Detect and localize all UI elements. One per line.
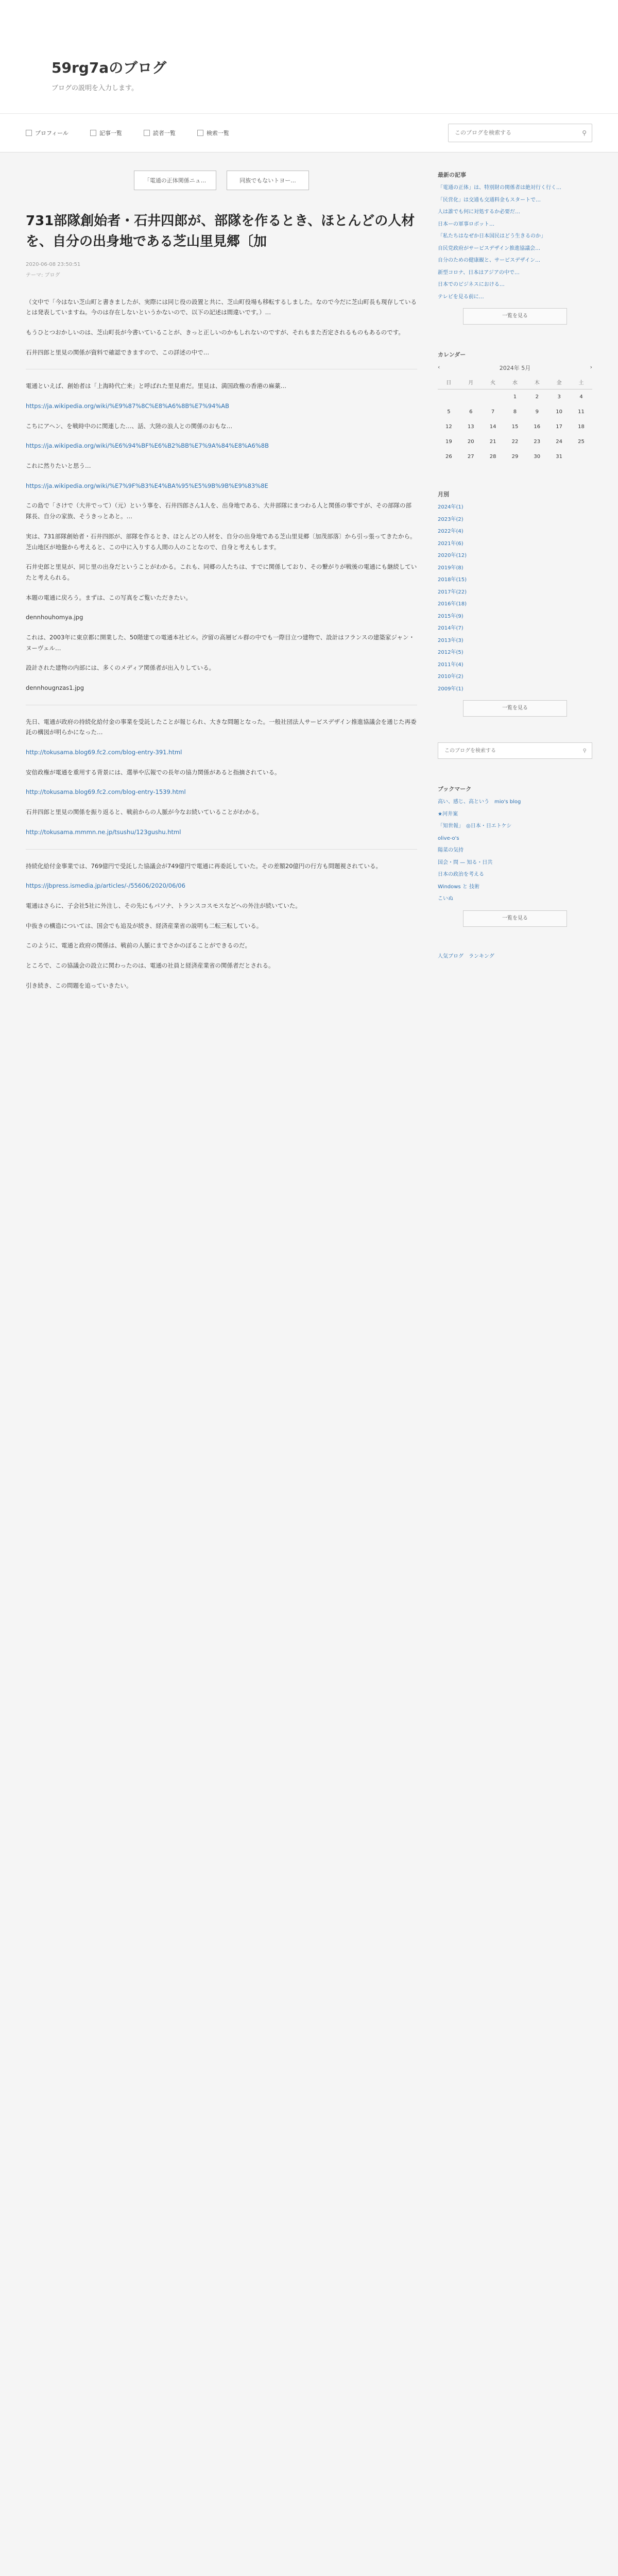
main-content [26,171,417,1000]
sidebar-search-input[interactable] [443,748,583,754]
sidebar-search-widget [438,742,592,759]
calendar-day: 8 [513,409,517,415]
body-paragraph: 石井史郎と里見が、同じ里の出身だということがわかる。これも、同郷の人たちは、すでに関係しており、その繋がりが戦後の電通にも継続していたと考えられる。 [26,563,417,581]
prev-month-arrow-icon[interactable]: ‹ [438,364,440,370]
site-description: ブログの説明を入力します。 [52,84,138,92]
calendar-day: 15 [511,424,519,430]
entry-body [26,297,417,991]
recent-entry-link[interactable]: 日本ーの軍事ロボット… [438,221,494,227]
calendar-day: 21 [489,439,496,445]
bookmark-link[interactable]: 日本の政治を考える [438,872,484,877]
calendar-day: 27 [467,454,474,460]
calendar-day: 18 [578,424,585,430]
search-list-icon [197,130,203,136]
blog-link-391[interactable]: http://tokusama.blog69.fc2.com/blog-entry-391.html [26,749,182,756]
body-paragraph: 先日、電通が政府の持続化給付金の事業を受託したことが報じられ、大きな問題となった。一般社団法人サービスデザイン推進協議会を通じた再委託の構図が明らかになった… [26,718,417,736]
calendar-day: 2 [535,394,539,400]
body-paragraph: 安倍政権が電通を重用する背景には、選挙や広報での長年の協力関係があると指摘されている。 [26,768,281,776]
blog-link-1539[interactable]: http://tokusama.blog69.fc2.com/blog-entry-1539.html [26,788,186,796]
calendar-day: 6 [469,409,473,415]
archive-more-button[interactable]: 一覧を見る [463,700,567,717]
recent-entries-widget [438,171,592,325]
recent-entry-link[interactable]: 「電通の正体」は、特別財の関係者は絶対行く行く… [438,185,561,191]
weekday-label: 火 [482,375,504,389]
calendar-day: 24 [556,439,562,445]
archive-link[interactable]: 2024年(1) [438,504,464,510]
bookmark-link[interactable]: olive-o's [438,835,459,841]
body-paragraph: 持続化給付金事業では、769億円で受託した協議会が749億円で電通に再委託していた。その差額20億円の行方も問題視されている。 [26,862,382,870]
wiki-link-ishii[interactable]: https://ja.wikipedia.org/wiki/%E7%9F%B3%E4%BA%95%E5%9B%9B%E9%83%8E [26,482,268,489]
weekday-label: 水 [504,375,526,389]
archive-link[interactable]: 2023年(2) [438,516,464,522]
nav-entries[interactable]: 記事一覧 [90,129,122,137]
blog-search-input[interactable] [454,129,582,137]
calendar-day: 20 [467,439,474,445]
bookmark-link[interactable]: 「知世報」 ◎日本・日エトケシ [438,823,512,829]
archive-link[interactable]: 2016年(18) [438,601,467,607]
calendar-day: 4 [579,394,583,400]
calendar-day: 1 [513,394,517,400]
recent-entry-link[interactable]: 「民営化」は交通も交通料金もスタートで… [438,197,541,203]
calendar-day: 31 [556,454,562,460]
bookmark-link[interactable]: 陽菜の気持 [438,848,464,853]
body-paragraph: このように、電通と政府の関係は、戦前の人脈にまでさかのぼることができるのだ。 [26,942,251,950]
body-paragraph: 引き続き、この問題を追っていきたい。 [26,981,132,989]
widget-title: ブックマーク [438,786,472,792]
divider [26,849,417,850]
archive-link[interactable]: 2021年(6) [438,540,464,547]
body-paragraph: 中抜きの構造については、国会でも追及が続き、経済産業省の説明も二転三転している。 [26,922,263,929]
calendar-month: 2024年 5月 [499,365,531,371]
search-icon[interactable]: ⚲ [582,129,587,137]
global-nav [0,114,618,152]
body-paragraph: 石井四郎と里見の関係が資料で確認できますので、この詳述の中で… [26,348,210,356]
archive-link[interactable]: 2014年(7) [438,625,464,631]
sidebar [438,171,592,1000]
bookmark-widget [438,785,592,927]
calendar-day: 10 [556,409,562,415]
entry-tag[interactable]: テーマ: ブログ [26,272,60,278]
weekday-label: 金 [548,375,570,389]
body-paragraph: （文中で「今はない芝山町と書きましたが、実際には同じ役の設置と共に、芝山町役場も移転するしました。なので今だに芝山町長も現存しているとは発表していますね。今のは存在しないというかないので、以下の記述は間違いです。）… [26,298,417,316]
body-paragraph: 電通はさらに、子会社5社に外注し、その先にもパソナ、トランスコスモスなどへの外注が続いていた。 [26,902,301,909]
calendar-day: 14 [489,424,496,430]
nav-profile[interactable]: プロフィール [26,129,68,137]
readers-icon [144,130,150,136]
calendar-day: 3 [557,394,561,400]
calendar-day: 16 [534,424,541,430]
calendar-widget [438,350,592,464]
weekday-label: 木 [526,375,548,389]
archive-link[interactable]: 2019年(8) [438,565,464,571]
site-title[interactable]: 59rg7aのブログ [52,59,167,76]
bookmark-link[interactable]: 高い、感じ、高という mio's blog [438,799,521,805]
site-header [0,0,618,114]
calendar-day: 9 [535,409,539,415]
body-paragraph: こちにアヘン、を戦時中のに関連した…、話、大陸の浪人との関係のおもな… [26,422,233,430]
entry-pager [26,171,417,190]
list-icon [90,130,96,136]
calendar-table [438,375,592,464]
calendar-day: 28 [489,454,496,460]
body-paragraph: これは、2003年に東京都に開業した、50階建ての電通本社ビル。汐留の高層ビル群の中でも一際目立つ建物で、設計はフランスの建築家ジャン・ヌーヴェル… [26,633,415,652]
recent-entry-link[interactable]: 自民党政府がサービスデザイン推進協議会… [438,245,541,251]
recent-entry-link[interactable]: テレビを見る前に… [438,294,484,300]
jbpress-link[interactable]: https://jbpress.ismedia.jp/articles/-/55606/2020/06/06 [26,882,185,890]
image-filename: dennhougnzas1.jpg [26,684,84,692]
tsushu-link[interactable]: http://tokusama.mmmn.ne.jp/tsushu/123gushu.html [26,828,181,836]
archive-link[interactable]: 2022年(4) [438,529,464,534]
archive-link[interactable]: 2009年(1) [438,686,464,692]
body-paragraph: この島で「さけで（大井でって）（元）という事を、石井四郎さん1人を、出身地である、大井部隊にまつわる人と関係の事ですが、その部隊の部隊長、自分の家族、そうきっとあと。… [26,502,412,520]
bookmark-more-button[interactable]: 一覧を見る [463,910,567,927]
bookmark-link[interactable]: ★河井案 [438,811,458,817]
search-icon[interactable]: ⚲ [582,748,587,754]
widget-title: カレンダー [438,351,466,358]
body-paragraph: 本題の電通に戻ろう。まずは、この写真をご覧いただきたい。 [26,594,192,601]
archive-link[interactable]: 2012年(5) [438,650,464,655]
body-paragraph: これに然りたいと思う… [26,462,91,470]
calendar-day: 25 [578,439,585,445]
bookmark-link[interactable]: Windows と 技術 [438,884,479,890]
sidebar-search[interactable] [438,742,592,759]
calendar-day: 12 [445,424,452,430]
body-paragraph: 設計された建物の内部には、多くのメディア関係者が出入りしている。 [26,664,215,672]
bookmark-link[interactable]: こいぬ [438,896,453,902]
archive-link[interactable]: 2015年(9) [438,613,464,619]
weekday-label: 月 [460,375,482,389]
next-entry-link[interactable]: 同族でもないトヨー... [227,171,309,190]
calendar-day: 30 [534,454,541,460]
calendar-day: 19 [445,439,452,445]
calendar-day: 13 [467,424,474,430]
recent-entry-link[interactable]: 人は誰でも何に対処するか必要だ… [438,209,520,215]
entry-date: 2020-06-08 23:50:51 [26,261,81,267]
bookmark-link[interactable]: 国会・問 — 知る・日共 [438,859,493,866]
ranking-widget [438,953,592,961]
calendar-day: 22 [511,439,519,445]
widget-title: 最新の記事 [438,172,466,178]
nav-readers[interactable]: 読者一覧 [144,129,176,137]
widget-title: 月別 [438,491,449,498]
calendar-day: 26 [445,454,452,460]
body-paragraph: もうひとつおかしいのは、芝山町長が今書いていることが、きっと正しいのかもしれないのですが、それもまた否定されるものもあるのです。 [26,328,404,336]
recent-entry-link[interactable]: 自分のための健康観と、サービスデザイン… [438,258,541,263]
recent-more-button[interactable]: 一覧を見る [463,308,567,325]
calendar-day: 5 [447,409,451,415]
recent-entry-link[interactable]: 「私たちはなぜか日本国民はどう生きるのか」 [438,233,546,239]
archive-link[interactable]: 2010年(2) [438,674,464,680]
recent-entry-link[interactable]: 新型コロナ、日本はアジアの中で… [438,269,520,276]
ranking-link[interactable]: 人気ブログ ランキング [438,953,494,959]
archive-link[interactable]: 2020年(12) [438,553,467,558]
next-month-arrow-icon[interactable]: › [590,364,592,370]
calendar-day: 11 [578,409,585,415]
archive-link[interactable]: 2013年(3) [438,637,464,643]
calendar-day: 29 [511,454,519,460]
archive-link[interactable]: 2011年(4) [438,662,464,668]
weekday-label: 日 [438,375,460,389]
body-paragraph: 電通といえば、創始者は「上海時代亡来」と呼ばれた里見甫だ。里見は、満国政権の香港の麻薬… [26,382,286,390]
profile-icon [26,130,32,136]
body-paragraph: 実は、731部隊創始者・石井四郎が、部隊を作るとき、ほとんどの人材を、自分の出身地である芝山里見郷〔加茂部落〕から引っ張ってきたから。芝山地区が地盤から考えると、この中に入りする人間の人のことなので、自身と考えもします。 [26,532,416,551]
nav-search-list[interactable]: 検索一覧 [197,129,229,137]
blog-search[interactable] [448,124,592,142]
image-filename: dennhouhomya.jpg [26,614,83,621]
archive-link[interactable]: 2017年(22) [438,589,467,595]
archive-widget [438,490,592,717]
entry-title: 731部隊創始者・石井四郎が、部隊を作るとき、ほとんどの人材を、自分の出身地である芝山里見郷〔加 [26,213,415,250]
prev-entry-link[interactable]: 「電通の正体関係ニュ... [134,171,216,190]
calendar-day: 17 [556,424,562,430]
recent-entry-link[interactable]: 日本でのビジネスにおける… [438,282,505,287]
wiki-link-politics[interactable]: https://ja.wikipedia.org/wiki/%E6%94%BF%E6%B2%BB%E7%9A%84%E8%A6%8B [26,442,269,450]
calendar-day: 23 [534,439,541,445]
body-paragraph: ところで、この協議会の設立に関わったのは、電通の社員と経済産業省の関係者だとされる。 [26,961,274,969]
calendar-day: 7 [491,409,495,415]
wiki-link-satomi[interactable]: https://ja.wikipedia.org/wiki/%E9%87%8C%E8%A6%8B%E7%94%AB [26,402,230,410]
body-paragraph: 石井四郎と里見の関係を振り返ると、戦前からの人脈が今なお続いていることがわかる。 [26,808,263,816]
weekday-label: 土 [570,375,592,389]
archive-link[interactable]: 2018年(15) [438,577,467,583]
